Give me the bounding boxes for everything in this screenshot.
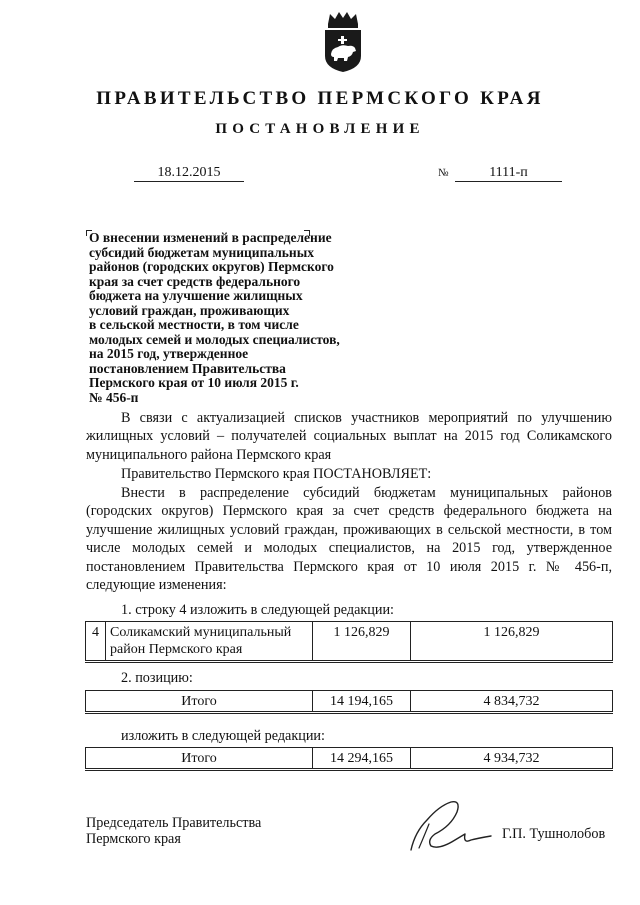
row-number-cell: 4 <box>86 622 106 662</box>
subject-line: края за счет средств федерального <box>89 273 301 289</box>
government-title: ПРАВИТЕЛЬСТВО ПЕРМСКОГО КРАЯ <box>96 88 544 109</box>
subject-line: О внесении изменений в распределение <box>89 230 332 245</box>
subject-line: в сельской местности, в том числе <box>89 317 299 332</box>
total-value-1-cell: 14 194,165 <box>313 691 411 713</box>
document-date: 18.12.2015 <box>134 165 244 182</box>
value-1-cell: 1 126,829 <box>313 622 411 662</box>
decree-statement: Правительство Пермского края ПОСТАНОВЛЯЕТ: <box>121 466 432 482</box>
subject-line: условий граждан, проживающих <box>89 302 290 318</box>
document-type: ПОСТАНОВЛЕНИЕ <box>215 121 425 137</box>
amend-paragraph: Внести в распределение субсидий бюджетам муниципальных районов (городских округов) Пермского края за счет средств федерального бюджета на улучшение жилищных условий граждан, проживающих в сельской местности, в том числе молодых семей и молодых специалистов, на 2015 год, утвержденное постановлением Правительства Пермского края от 10 июля 2015 г. № 456-п, следующие изменения: <box>86 485 612 594</box>
subject-line: бюджета на улучшение жилищных <box>89 288 303 303</box>
subject-line: районов (городских округов) Пермского <box>89 259 334 274</box>
item-2-label: 2. позицию: <box>121 670 193 686</box>
subject-line: субсидий бюджетам муниципальных <box>89 244 314 260</box>
district-name-cell: Соликамский муниципальный район Пермского края <box>106 622 313 662</box>
total-value-1-cell: 14 294,165 <box>313 748 411 770</box>
document-number: 1111-п <box>455 165 562 182</box>
position-line: Пермского края <box>86 831 181 847</box>
subject-line: молодых семей и молодых специалистов, <box>89 331 340 347</box>
subject-line: на 2015 год, утвержденное <box>89 346 249 361</box>
subject-line: № 456-п <box>89 389 139 405</box>
position-line: Председатель Правительства <box>86 815 262 831</box>
handwritten-signature <box>405 790 495 862</box>
signatory-position <box>86 815 261 847</box>
subject-line: постановлением Правительства <box>89 360 286 376</box>
signatory-name: Г.П. Тушнолобов <box>502 826 606 842</box>
item-2-replacement-label: изложить в следующей редакции: <box>121 728 325 744</box>
total-old-table <box>85 690 613 714</box>
total-label-cell: Итого <box>86 691 313 713</box>
intro-paragraph: В связи с актуализацией списков участников мероприятий по улучшению жилищных условий – получателей социальных выплат на 2015 год Соликамского муниципального района Пермского края <box>86 410 612 463</box>
document-subject <box>89 231 379 405</box>
table-row <box>86 691 613 713</box>
table-row <box>86 748 613 770</box>
item-1-label: 1. строку 4 изложить в следующей редакции: <box>121 602 394 618</box>
row-4-table <box>85 621 613 663</box>
subject-line: Пермского края от 10 июля 2015 г. <box>89 375 299 390</box>
number-sign: № <box>438 167 449 179</box>
value-2-cell: 1 126,829 <box>411 622 613 662</box>
total-value-2-cell: 4 934,732 <box>411 748 613 770</box>
perm-krai-coat-of-arms-icon <box>320 10 366 74</box>
table-row <box>86 622 613 662</box>
total-label-cell: Итого <box>86 748 313 770</box>
total-value-2-cell: 4 834,732 <box>411 691 613 713</box>
total-new-table <box>85 747 613 771</box>
